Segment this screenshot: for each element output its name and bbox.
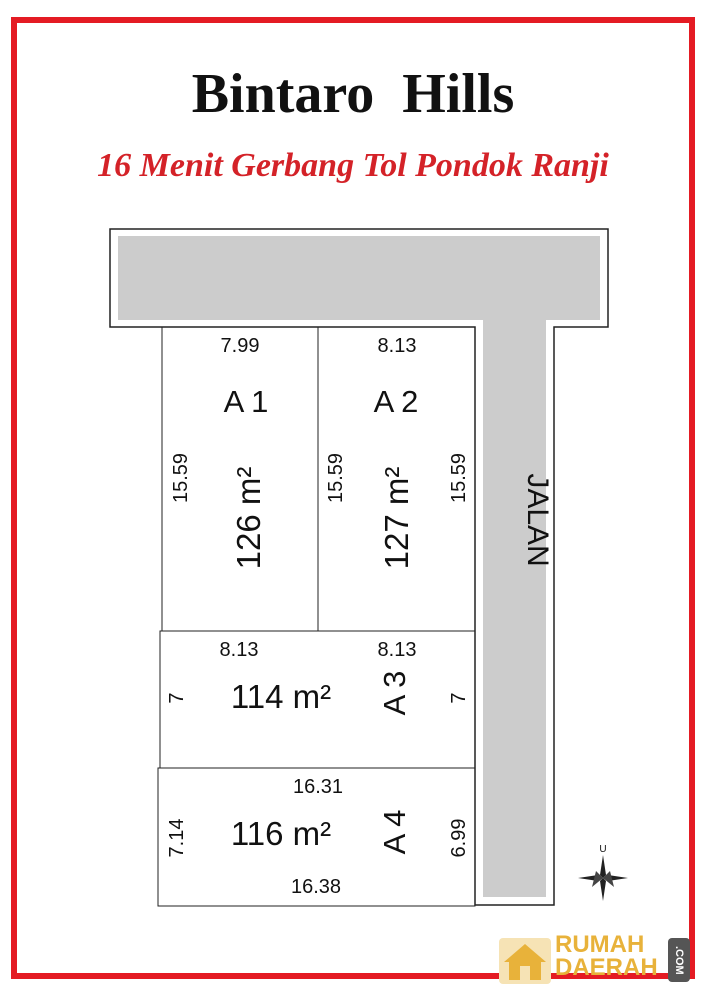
lot-a1-left-dimension: 15.59 xyxy=(170,452,192,504)
compass-icon xyxy=(578,844,628,901)
lot-a1-top-dimension: 7.99 xyxy=(220,335,260,357)
lot-a3-name: A 3 xyxy=(377,670,412,716)
lot-a4-name: A 4 xyxy=(377,809,412,855)
lot-a3-right-dimension: 7 xyxy=(448,692,470,704)
house-icon xyxy=(499,938,551,984)
page-title: Bintaro Hills xyxy=(191,63,515,125)
lot-a4-right-dimension: 6.99 xyxy=(448,818,470,858)
road-label: JALAN xyxy=(521,473,554,567)
lot-a2-area: 127 m² xyxy=(378,466,415,570)
lot-a3-area: 114 m² xyxy=(230,678,332,715)
brand-logo-line1: RUMAH xyxy=(555,931,645,958)
lot-a3-top-right-dimension: 8.13 xyxy=(377,639,417,661)
compass-north-label: U xyxy=(599,844,607,855)
brand-logo xyxy=(555,933,658,979)
lot-a3-top-left-dimension: 8.13 xyxy=(219,639,259,661)
lot-a2-right-dimension: 15.59 xyxy=(448,452,470,504)
lot-a3-left-dimension: 7 xyxy=(166,692,188,704)
lot-a2-name: A 2 xyxy=(373,384,419,419)
lot-a2-left-dimension: 15.59 xyxy=(325,452,347,504)
lot-a4-area: 116 m² xyxy=(230,815,332,852)
lot-a4-left-dimension: 7.14 xyxy=(166,818,188,858)
brand-logo-suffix: .COM xyxy=(668,938,690,982)
lot-a1-area: 126 m² xyxy=(230,466,267,570)
lot-a4-top-dimension: 16.31 xyxy=(292,776,344,798)
lot-a1-name: A 1 xyxy=(223,384,269,419)
lot-a4-bottom-dimension: 16.38 xyxy=(290,876,342,898)
brand-logo-line2: DAERAH xyxy=(555,954,658,981)
page-subtitle: 16 Menit Gerbang Tol Pondok Ranji xyxy=(97,147,609,184)
lot-a2-top-dimension: 8.13 xyxy=(377,335,417,357)
